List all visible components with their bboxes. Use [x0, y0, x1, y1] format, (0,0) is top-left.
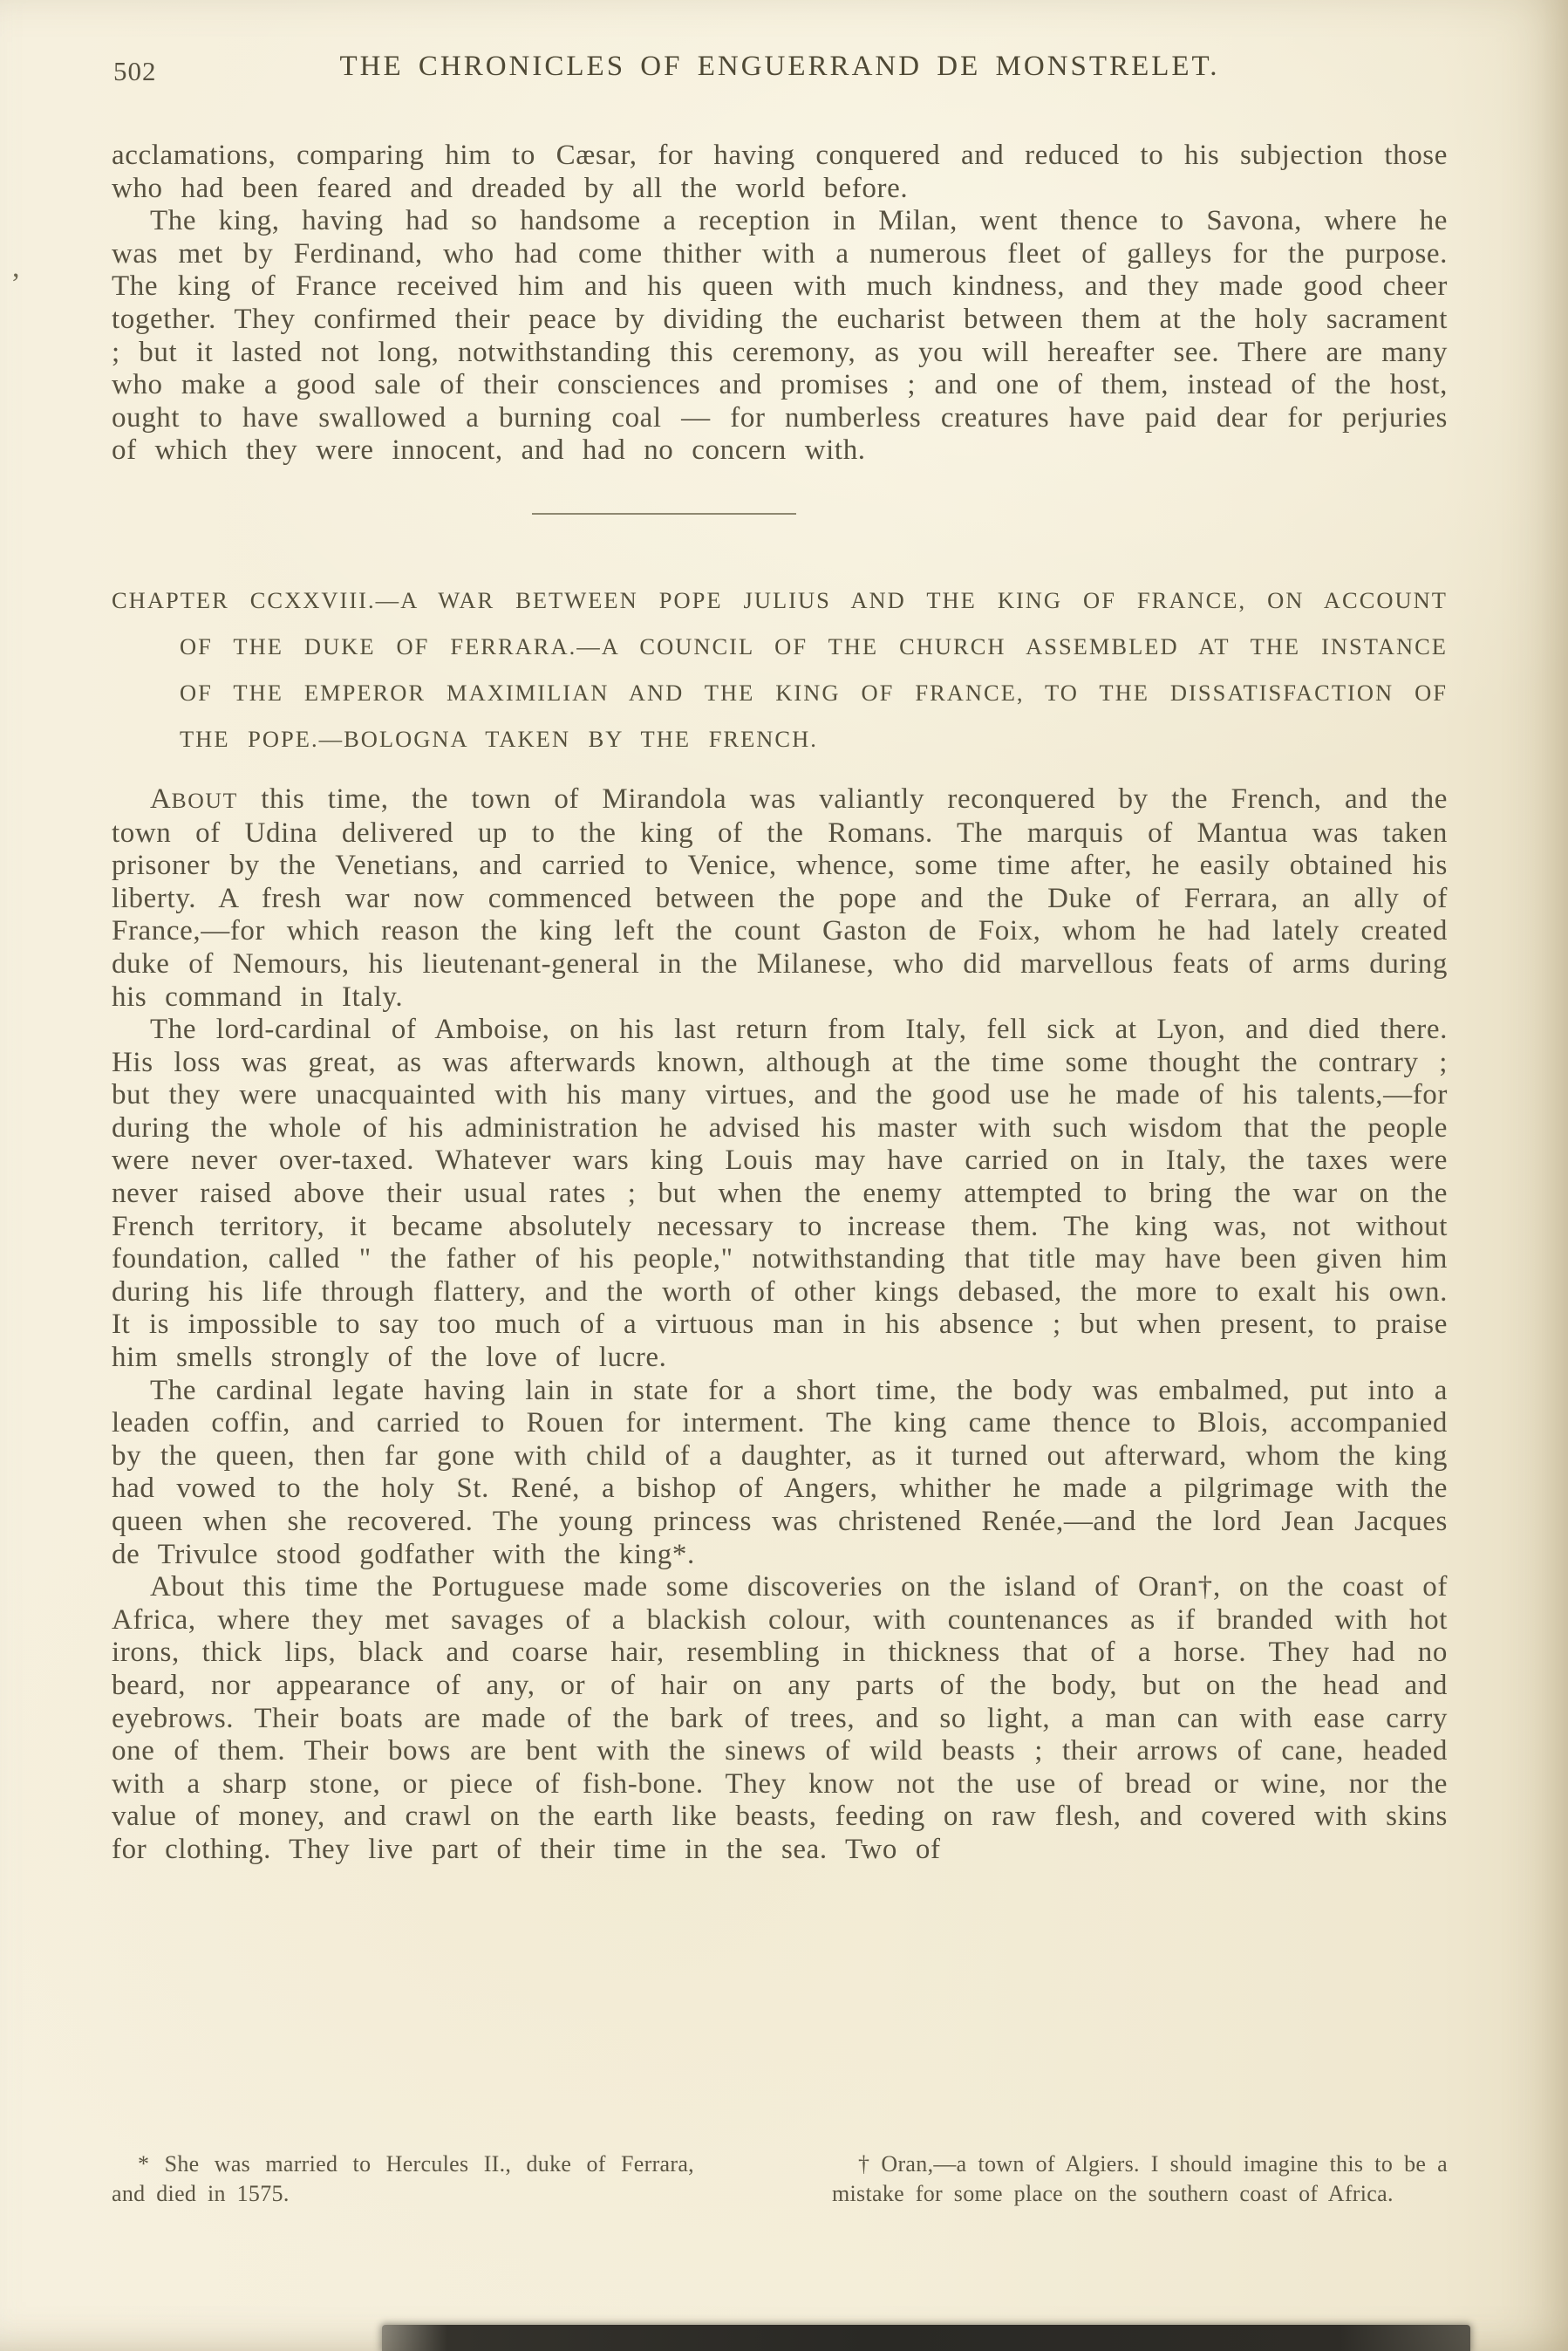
lead-small-caps: BOUT: [171, 787, 238, 813]
page-number: 502: [113, 56, 157, 86]
footnote-asterisk: * She was married to Hercules II., duke of Ferrara, and died in 1575.: [112, 2151, 694, 2206]
scan-edge-bar: [382, 2325, 1470, 2351]
intro-paragraph-2: The king, having had so handsome a reception in Milan, went thence to Savona, where he was met by Ferdinand, who had come thither with a numerous fleet of galleys for the purpose. The king of France received him and his queen with much kindness, and they made good cheer together. They confirmed their peace by dividing the eucharist between them at the holy sacrament ; but it lasted not long, notwithstanding this ceremony, as you will hereafter see. There are many who make a good sale of their consciences and promises ; and one of them, instead of the host, ought to have swallowed a burning coal — for numberless creatures have paid dear for perjuries of which they were innocent, and had no concern with.: [112, 205, 1448, 467]
running-header: [112, 51, 1448, 91]
running-title: THE CHRONICLES OF ENGUERRAND DE MONSTRELET.: [339, 51, 1220, 82]
page-body: [112, 51, 1448, 1867]
intro-paragraph-1: acclamations, comparing him to Cæsar, for having conquered and reduced to his subjection those who had been feared and dreaded by all the world before.: [112, 140, 1448, 204]
footnote-dagger: † Oran,—a town of Algiers. I should imagine this to be a mistake for some place on the southern coast of Africa.: [832, 2151, 1448, 2206]
section-divider-rule: [532, 513, 796, 515]
scan-speck-mark: ,: [12, 251, 20, 284]
paragraph-text: this time, the town of Mirandola was valiantly reconquered by the French, and the town of Udina delivered up to the king of the Romans. The marquis of Mantua was taken prisoner by the Venetians, and carried to Venice, whence, some time after, he easily obtained his liberty. A fresh war now commenced between the pope and the Duke of Ferrara, an ally of France,—for which reason the king left the count Gaston de Foix, whom he had lately created duke of Nemours, his lieutenant-general in the Milanese, who did marvellous feats of arms during his command in Italy.: [112, 783, 1448, 1013]
lead-initial: A: [150, 783, 172, 815]
chapter-body: [112, 783, 1448, 1867]
chapter-paragraph-4: About this time the Portuguese made some discoveries on the island of Oran†, on the coast of Africa, where they met savages of a blackish colour, with countenances as if branded with hot irons, thick lips, black and coarse hair, resembling in thickness that of a horse. They had no beard, nor appearance of any, or of hair on any parts of the body, but on the head and eyebrows. Their boats are made of the bark of trees, and so light, a man can with ease carry one of them. Their bows are bent with the sinews of wild beasts ; their arrows of cane, headed with a sharp stone, or piece of fish-bone. They know not the use of bread or wine, nor the value of money, and crawl on the earth like beasts, feeding on raw flesh, and covered with skins for clothing. They live part of their time in the sea. Two of: [112, 1571, 1448, 1865]
chapter-paragraph-2: The lord-cardinal of Amboise, on his last return from Italy, fell sick at Lyon, and died there. His loss was great, as was afterwards known, although at the time some thought the contrary ; but they were unacquainted with his many virtues, and the good use he made of his talents,—for during the whole of his administration he advised his master with such wisdom that the people were never over-taxed. Whatever wars king Louis may have carried on in Italy, the taxes were never raised above their usual rates ; but when the enemy attempted to bring the war on the French territory, it became absolutely necessary to increase them. The king was, not without foundation, called " the father of his people," notwithstanding that title may have been given him during his life through flattery, and the worth of other kings debased, the more to exalt his own. It is impossible to say too much of a virtuous man in his absence ; but when present, to praise him smells strongly of the love of lucre.: [112, 1014, 1448, 1374]
chapter-heading: CHAPTER CCXXVIII.—A WAR BETWEEN POPE JULIUS AND THE KING OF FRANCE, ON ACCOUNT OF THE DUKE OF FERRARA.—A COUNCIL OF THE CHURCH ASSEMBLED AT THE INSTANCE OF THE EMPEROR MAXIMILIAN AND THE KING OF FRANCE, TO THE DISSATISFACTION OF THE POPE.—BOLOGNA TAKEN BY THE FRENCH.: [112, 586, 1448, 752]
intro-section: [112, 140, 1448, 468]
footnotes: [112, 2149, 1448, 2209]
chapter-paragraph-1: [112, 783, 1448, 1014]
chapter-paragraph-3: The cardinal legate having lain in state for a short time, the body was embalmed, put into a leaden coffin, and carried to Rouen for interment. The king came thence to Blois, accompanied by the queen, then far gone with child of a daughter, as it turned out afterward, whom the king had vowed to the holy St. René, a bishop of Angers, whither he made a pilgrimage with the queen when she recovered. The young princess was christened Renée,—and the lord Jean Jacques de Trivulce stood godfather with the king*.: [112, 1374, 1448, 1570]
